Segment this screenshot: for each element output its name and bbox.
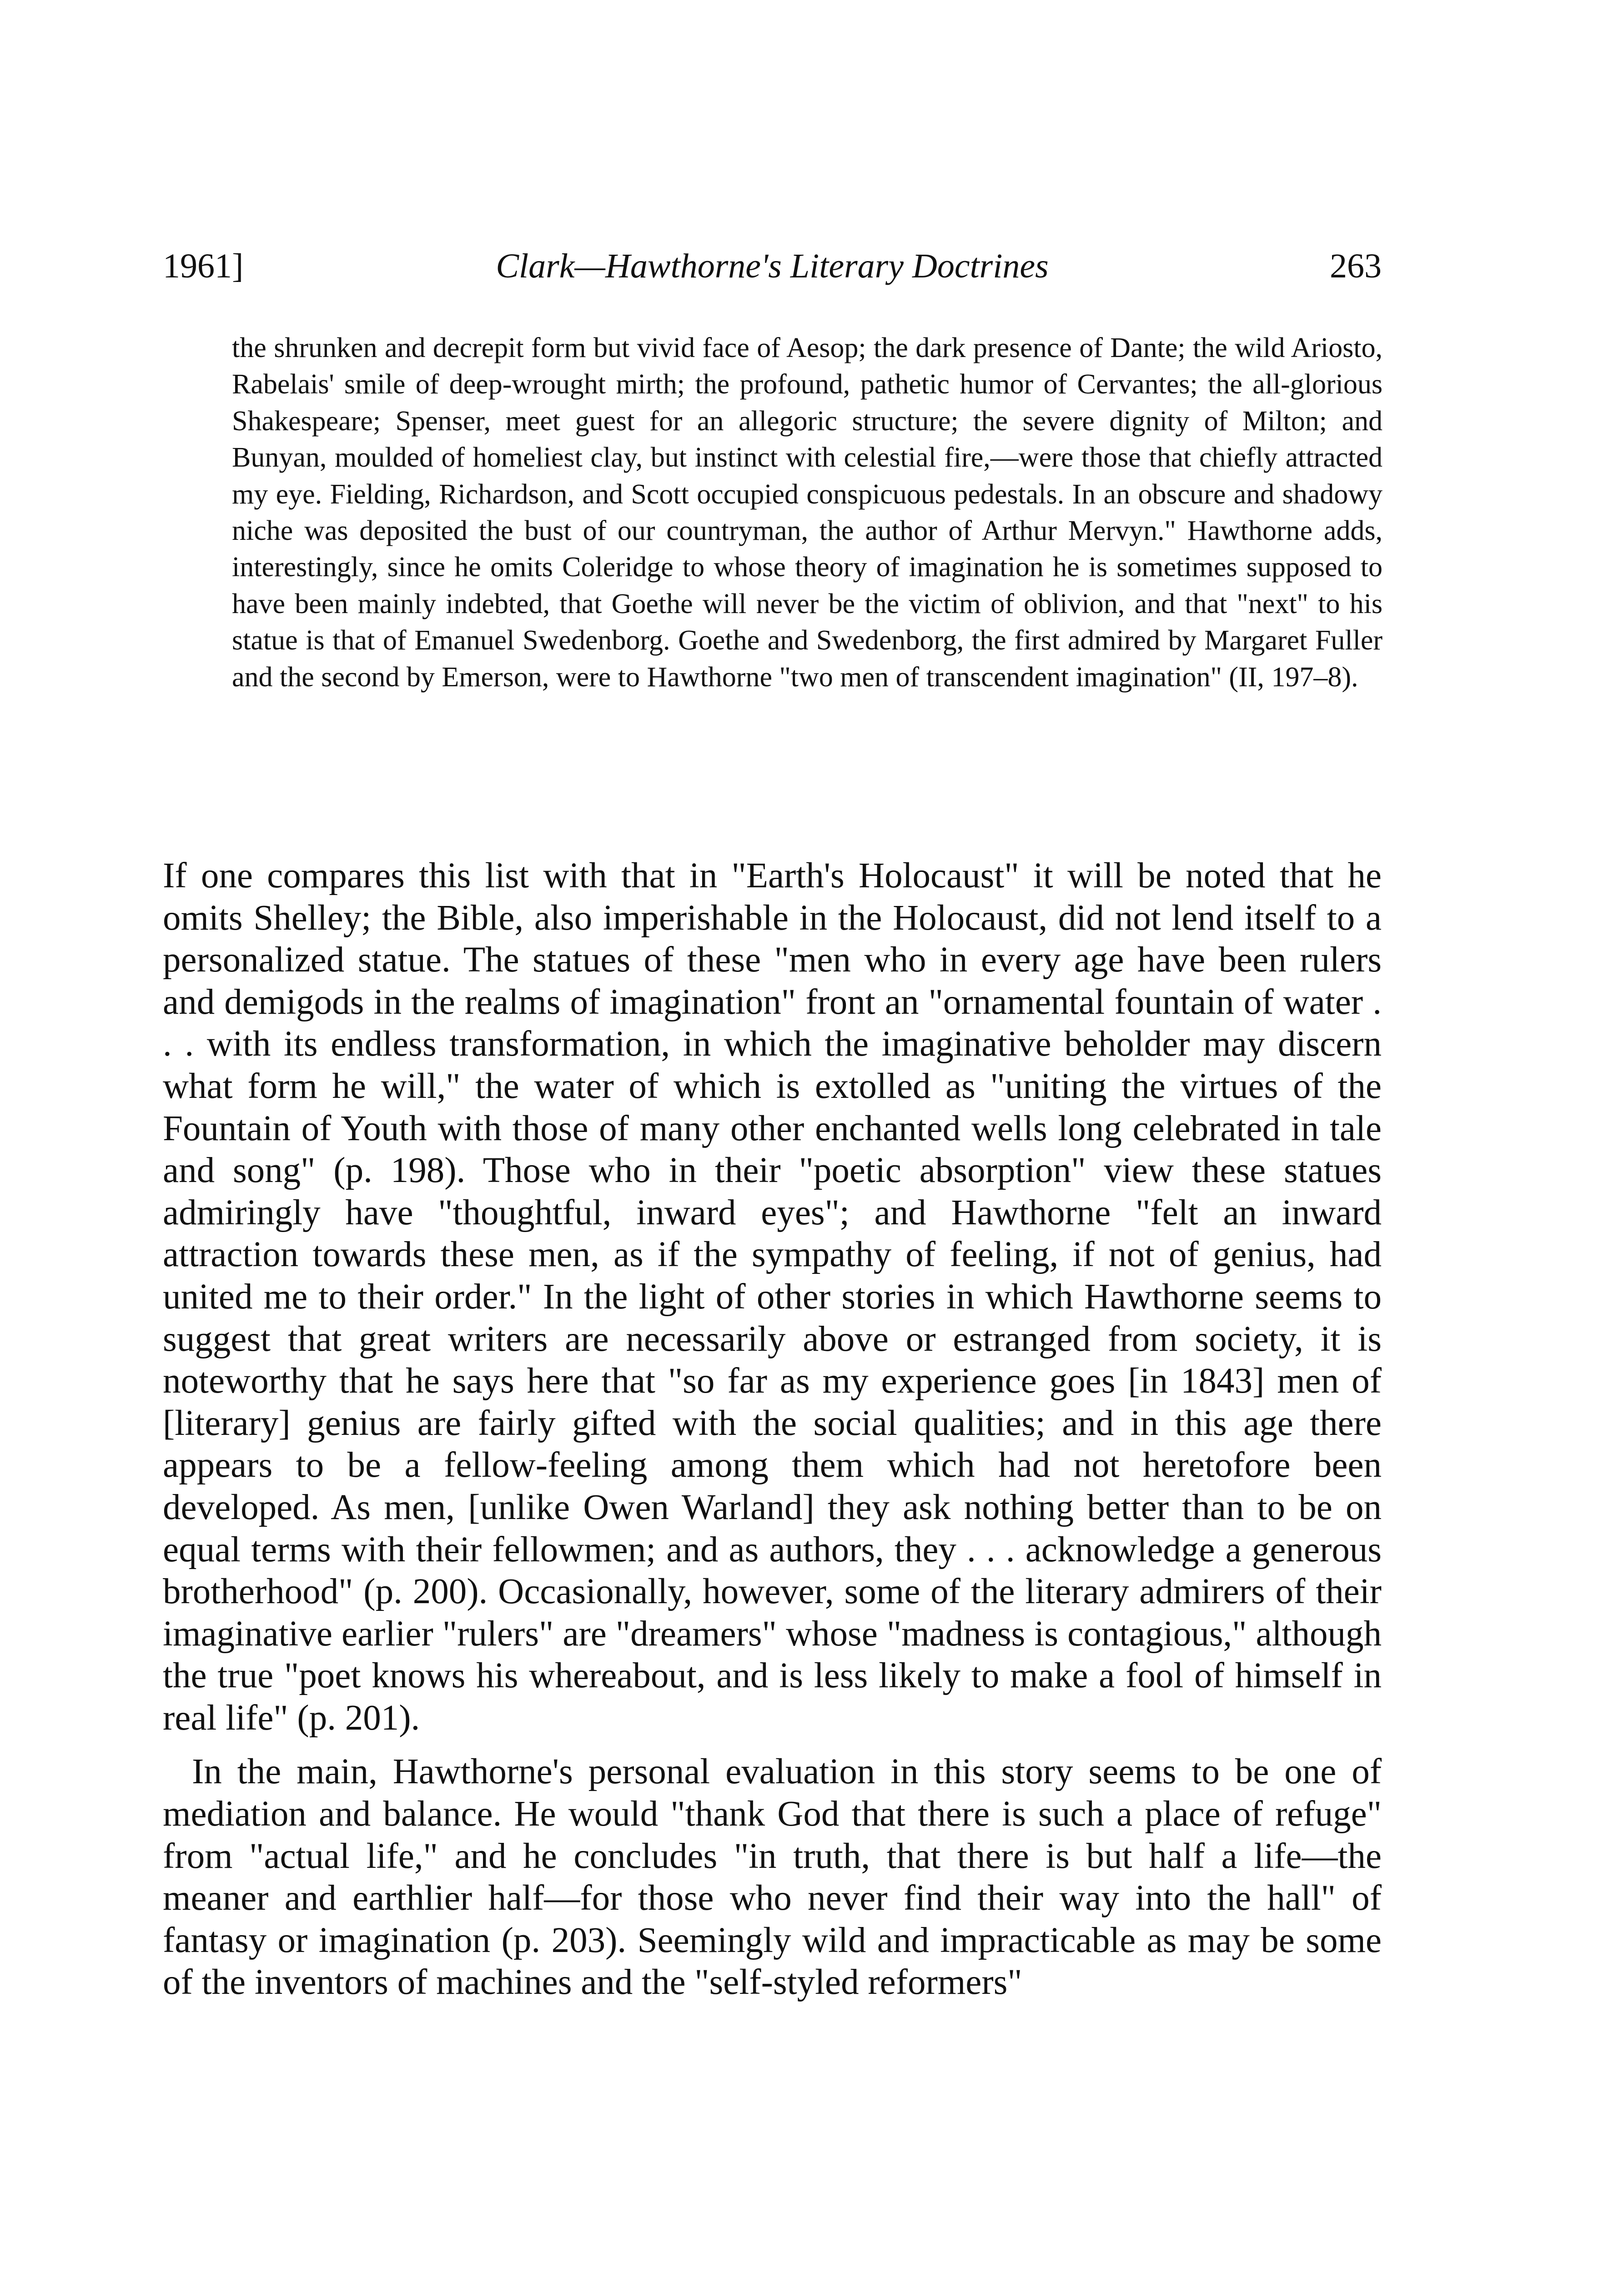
- page-number: 263: [1330, 247, 1382, 285]
- running-head: [163, 241, 1382, 291]
- block-quote: the shrunken and decrepit form but vivid face of Aesop; the dark presence of Dante; the wild Ariosto, Rabelais' smile of deep-wrought mirth; the profound, pathetic humor of Cervantes; the all-glorious Shakespeare; Spenser, meet guest for an allegoric structure; the severe dignity of Milton; and Bunyan, moulded of homeliest clay, but instinct with celestial fire,—were those that chiefly attracted my eye. Fielding, Richardson, and Scott occupied conspicuous pedestals. In an obscure and shadowy niche was deposited the bust of our countryman, the author of Arthur Mervyn." Hawthorne adds, interestingly, since he omits Coleridge to whose theory of imagination he is sometimes supposed to have been mainly indebted, that Goethe will never be the victim of oblivion, and that "next" to his statue is that of Emanuel Swedenborg. Goethe and Swedenborg, the first admired by Margaret Fuller and the second by Emerson, were to Hawthorne "two men of transcendent imagination" (II, 197–8).: [232, 332, 1383, 693]
- body-text: [163, 855, 1382, 2004]
- paragraph: In the main, Hawthorne's personal evaluation in this story seems to be one of mediation and balance. He would "thank God that there is such a place of refuge" from "actual life," and he concludes "in truth, that there is but half a life—the meaner and earthlier half—for those who never find their way into the hall" of fantasy or imagination (p. 203). Seemingly wild and impracticable as may be some of the inventors of machines and the "self-styled reformers": [163, 1752, 1382, 2002]
- running-head-year: 1961]: [163, 247, 244, 285]
- paragraph: If one compares this list with that in "Earth's Holocaust" it will be noted that he omits Shelley; the Bible, also imperishable in the Holocaust, did not lend itself to a personalized statue. The statues of these "men who in every age have been rulers and demigods in the realms of imagination" front an "ornamental fountain of water . . . with its endless transformation, in which the imaginative beholder may discern what form he will," the water of which is extolled as "uniting the virtues of the Fountain of Youth with those of many other enchanted wells long celebrated in tale and song" (p. 198). Those who in their "poetic absorption" view these statues admiringly have "thoughtful, inward eyes"; and Hawthorne "felt an inward attraction towards these men, as if the sympathy of feeling, if not of genius, had united me to their order." In the light of other stories in which Hawthorne seems to suggest that great writers are necessarily above or estranged from society, it is noteworthy that he says here that "so far as my experience goes [in 1843] men of [literary] genius are fairly gifted with the social qualities; and in this age there appears to be a fellow-feeling among them which had not heretofore been developed. As men, [unlike Owen Warland] they ask nothing better than to be on equal terms with their fellowmen; and as authors, they . . . acknowledge a generous brotherhood" (p. 200). Occasionally, however, some of the literary admirers of their imaginative earlier "rulers" are "dreamers" whose "madness is contagious," although the true "poet knows his whereabout, and is less likely to make a fool of himself in real life" (p. 201).: [163, 856, 1382, 1738]
- running-head-title: Clark—Hawthorne's Literary Doctrines: [496, 247, 1049, 285]
